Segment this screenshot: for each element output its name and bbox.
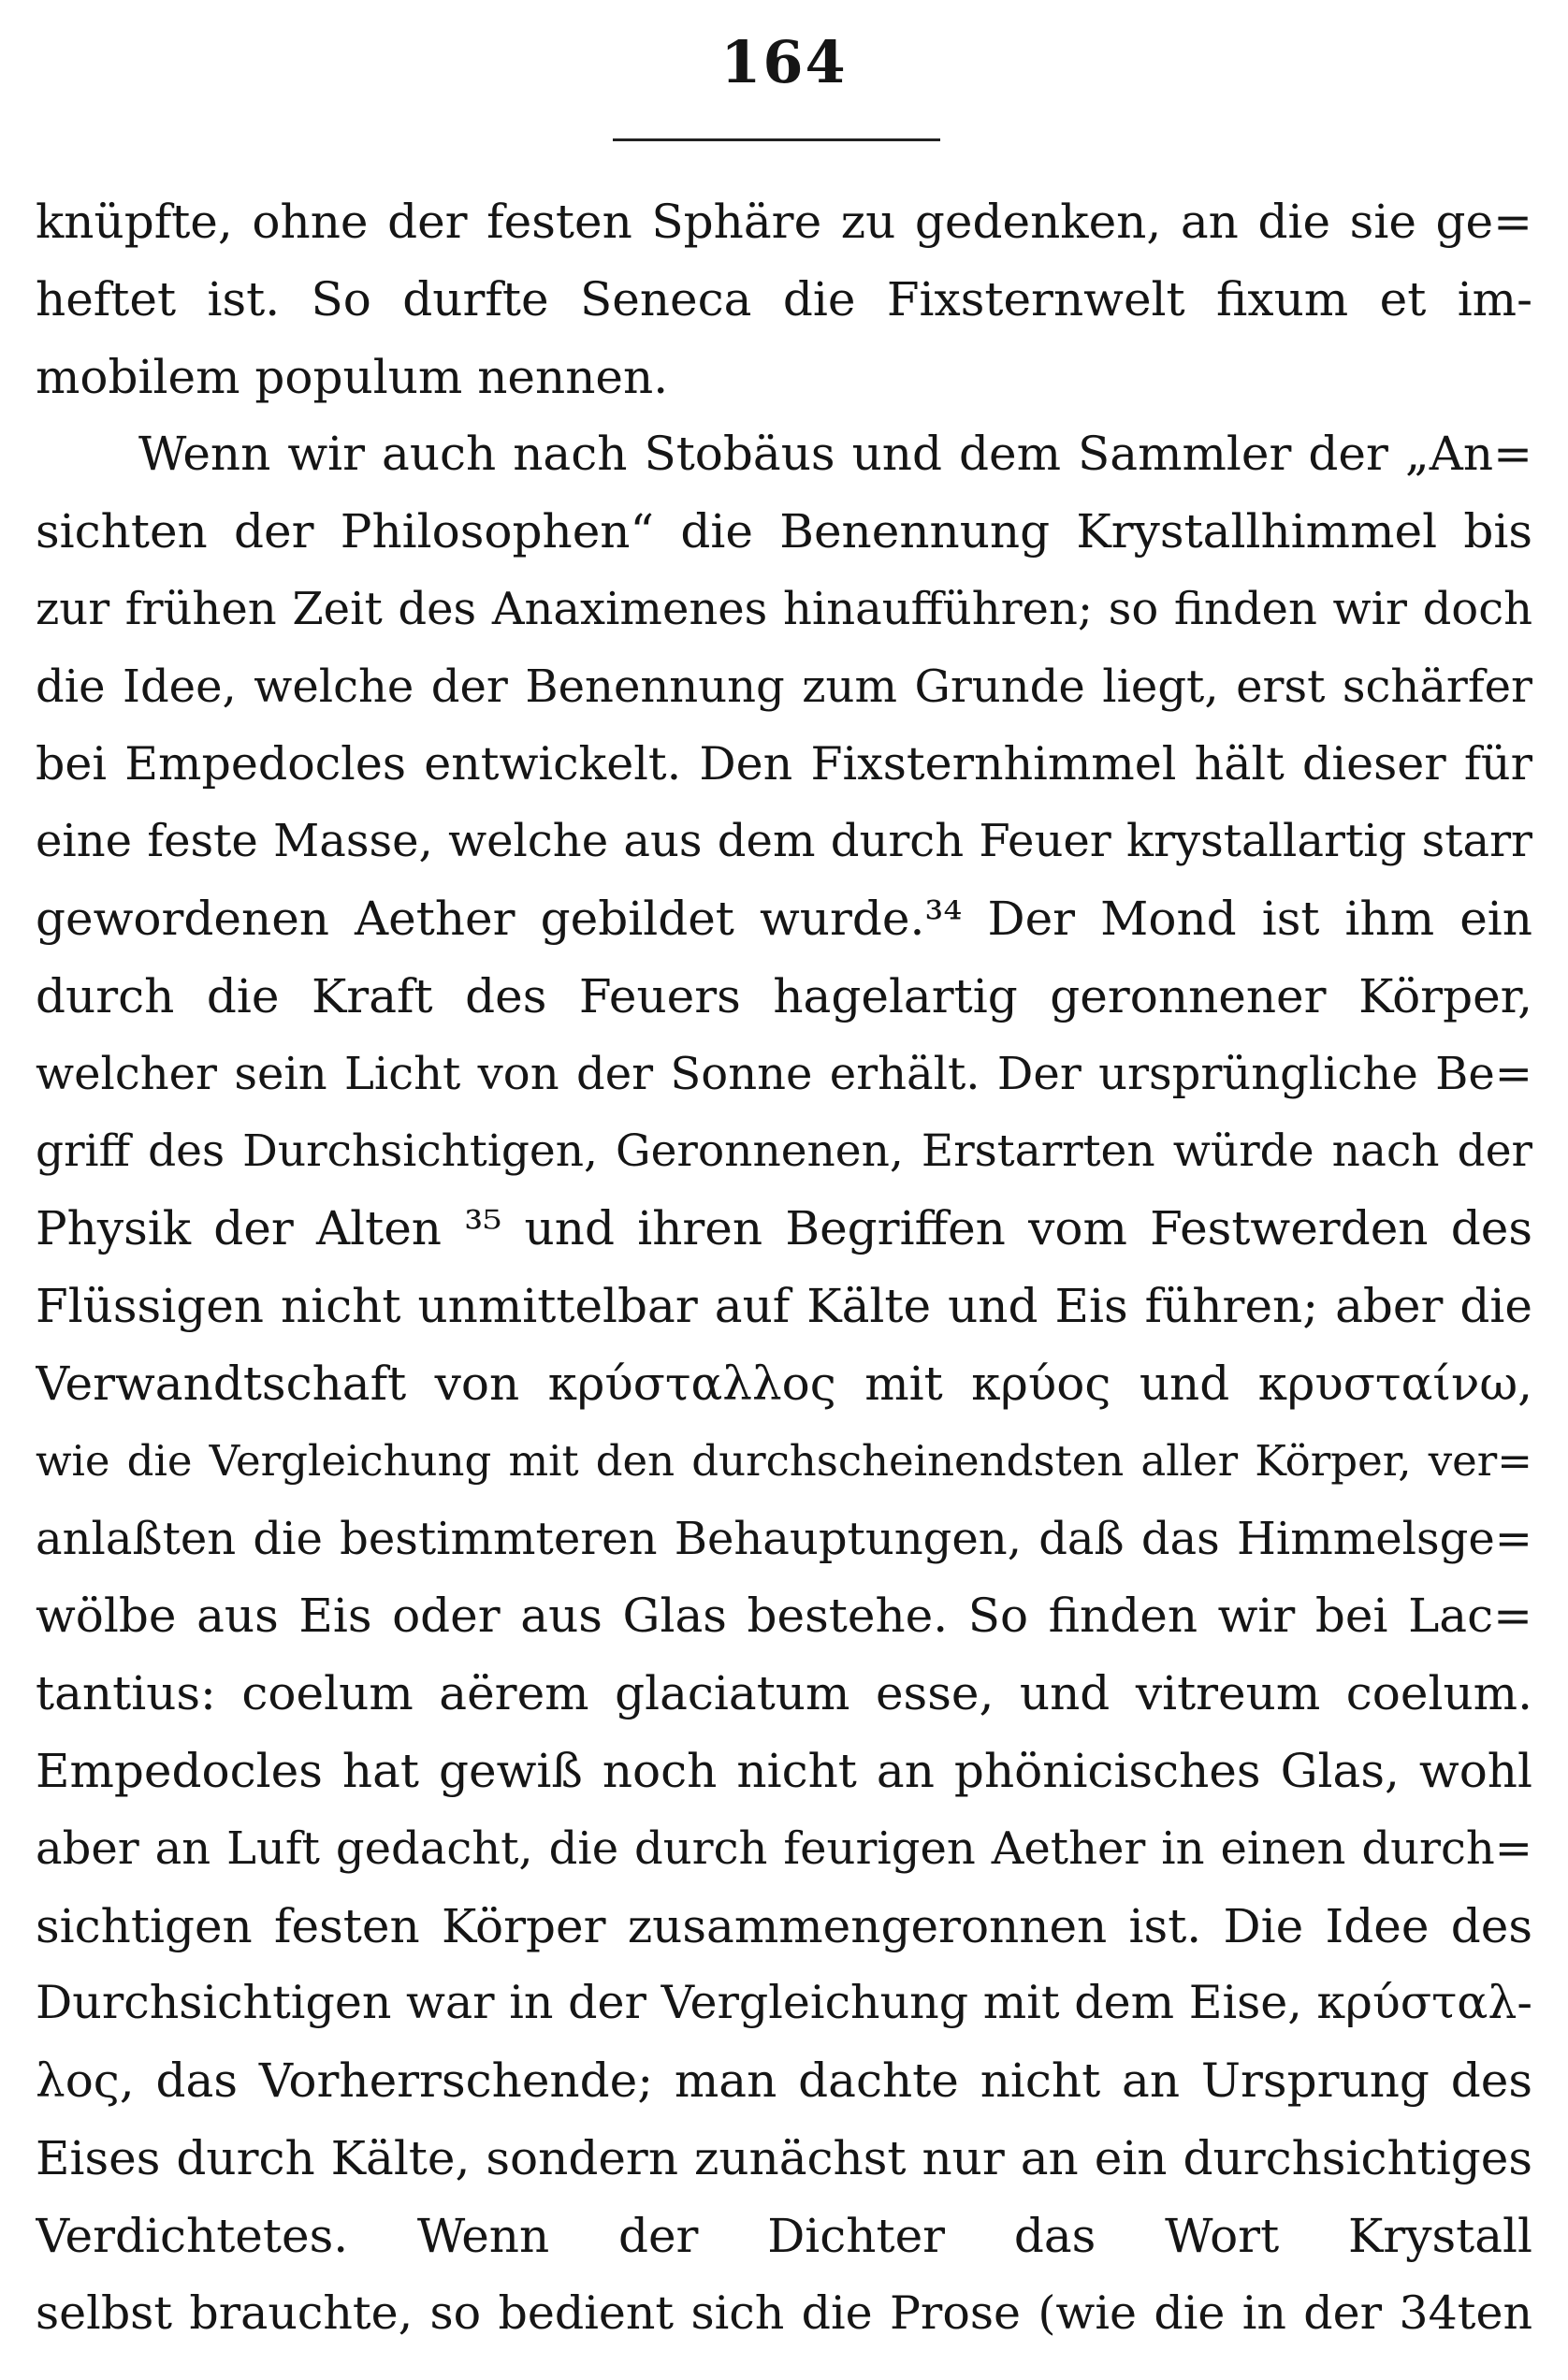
text-line: aber an Luft gedacht, die durch feurigen Aether in einen durch= xyxy=(36,1821,1532,1875)
text-line: die Idee, welche der Benennung zum Grunde liegt, erst schärfer xyxy=(36,660,1532,713)
text-line: tantius: coelum aërem glaciatum esse, und vitreum coelum. xyxy=(36,1666,1532,1721)
text-line: sichtigen festen Körper zusammengeronnen ist. Die Idee des xyxy=(36,1898,1532,1953)
header-rule xyxy=(613,138,940,141)
text-line: Physik der Alten ³⁵ und ihren Begriffen vom Festwerden des xyxy=(36,1201,1532,1256)
text-line: sichten der Philosophen“ die Benennung Krystallhimmel bis xyxy=(36,504,1532,559)
text-line: Verdichtetes. Wenn der Dichter das Wort Krystall xyxy=(36,2208,1532,2263)
text-line: wölbe aus Eis oder aus Glas bestehe. So finden wir bei Lac= xyxy=(36,1589,1532,1644)
text-line: griff des Durchsichtigen, Geronnenen, Erstarrten würde nach der xyxy=(36,1125,1532,1177)
text-line: Durchsichtigen war in der Vergleichung mit dem Eise, κρύσταλ- xyxy=(36,1976,1532,2030)
text-line: knüpfte, ohne der festen Sphäre zu gedenken, an die sie ge= xyxy=(36,195,1532,249)
text-line: Flüssigen nicht unmittelbar auf Kälte und Eis führen; aber die xyxy=(36,1279,1532,1334)
text-line: durch die Kraft des Feuers hagelartig geronnener Körper, xyxy=(36,968,1532,1023)
text-line: heftet ist. So durfte Seneca die Fixsternwelt fixum et im- xyxy=(36,271,1532,327)
text-line: selbst brauchte, so bedient sich die Prose (wie die in der 34ten xyxy=(36,2286,1532,2340)
body-text xyxy=(36,183,1532,2363)
text-line: zur frühen Zeit des Anaximenes hinaufführen; so finden wir doch xyxy=(36,582,1532,635)
text-line: wie die Vergleichung mit den durchscheinendsten aller Körper, ver= xyxy=(36,1435,1532,1486)
text-line: bei Empedocles entwickelt. Den Fixsternhimmel hält dieser für xyxy=(36,736,1532,791)
text-line: eine feste Masse, welche aus dem durch Feuer krystallartig starr xyxy=(36,815,1532,868)
text-line: Verwandtschaft von κρύσταλλος mit κρύος und κρυσταίνω, xyxy=(36,1356,1532,1411)
text-line: Eises durch Kälte, sondern zunächst nur an ein durchsichtiges xyxy=(36,2130,1532,2185)
text-line: gewordenen Aether gebildet wurde.³⁴ Der Mond ist ihm ein xyxy=(36,892,1532,947)
text-line: anlaßten die bestimmteren Behauptungen, daß das Himmelsge= xyxy=(36,1512,1532,1565)
text-line: λος, das Vorherrschende; man dachte nicht an Ursprung des xyxy=(36,2053,1532,2109)
text-line: Wenn wir auch nach Stobäus und dem Sammler der „An= xyxy=(138,427,1532,482)
text-line: Empedocles hat gewiß noch nicht an phönicisches Glas, wohl xyxy=(36,1743,1532,1798)
page-number: 164 xyxy=(720,28,848,96)
text-line: welcher sein Licht von der Sonne erhält. Der ursprüngliche Be= xyxy=(36,1047,1532,1100)
text-line: mobilem populum nennen. xyxy=(36,349,669,404)
